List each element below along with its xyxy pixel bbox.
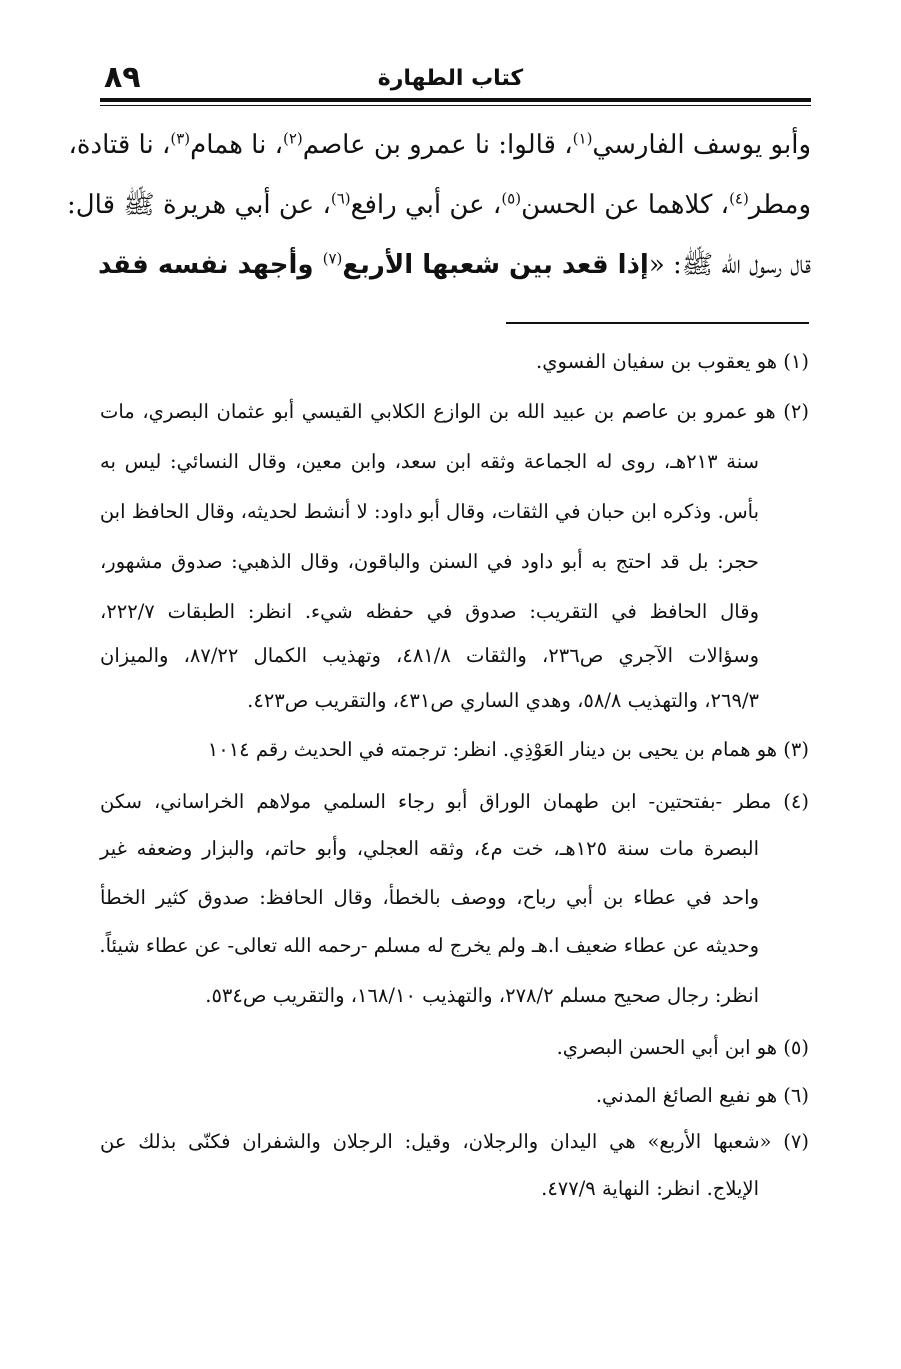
body-text: ، عن أبي رافع (350, 190, 502, 220)
footnote-7-line: (٧) «شعبها الأربع» هي اليدان والرجلان، وقيل: الرجلان والشفران فكنّى بذلك عن (100, 1130, 809, 1153)
footnote-2-line: حجر: بل قد احتج به أبو داود في السنن والباقون، وقال الذهبي: صدوق مشهور، (100, 550, 759, 573)
footnote-ref[interactable]: (٤) (729, 189, 749, 208)
footnote-6: (٦) هو نفيع الصائغ المدني. (595, 1084, 809, 1107)
footnote-4-line: واحد في عطاء بن أبي رباح، ووصف بالخطأ، وقال الحافظ: صدوق كثير الخطأ (100, 886, 759, 909)
footnote-3: (٣) هو همام بن يحيى بن دينار العَوْذِي. انظر: ترجمته في الحديث رقم ١٠١٤ (207, 738, 809, 761)
footnote-2-line: (٢) هو عمرو بن عاصم بن عبيد الله بن الوازع الكلابي القيسي أبو عثمان البصري، مات (100, 400, 809, 423)
footnote-4-line: البصرة مات سنة ١٢٥هـ، خت م٤، وثقه العجلي، وأبو حاتم، والبزار وضعفه غير (100, 837, 759, 860)
footnote-separator (506, 322, 809, 324)
footnote-ref[interactable]: (٦) (330, 189, 351, 208)
footnote-4-line: (٤) مطر -بفتحتين- ابن طهمان الوراق أبو رجاء السلمي مولاهم الخراساني، سكن (100, 790, 809, 813)
header-rule-thick (100, 98, 811, 102)
header-rule-thin (100, 105, 811, 106)
footnote-2-line: وقال الحافظ في التقريب: صدوق في حفظه شيء. انظر: الطبقات ٢٢٢/٧، (100, 600, 759, 623)
body-text: ، نا قتادة، (68, 130, 171, 160)
body-line-1 (68, 129, 811, 160)
body-text: قال رسول الله ﷺ: « (648, 250, 811, 280)
footnote-ref[interactable]: (٧) (322, 249, 343, 268)
footnote-7-line: الإيلاج. انظر: النهاية ٤٧٧/٩. (541, 1177, 759, 1200)
body-text: ومطر (748, 190, 811, 220)
body-text: وأبو يوسف الفارسي (592, 130, 811, 160)
body-text: ، كلاهما عن الحسن (521, 190, 730, 220)
footnote-2-line: سنة ٢١٣هـ، روى له الجماعة وثقه ابن سعد، وابن معين، وقال النسائي: ليس به (100, 450, 759, 473)
footnote-5: (٥) هو ابن أبي الحسن البصري. (556, 1036, 809, 1059)
footnote-1: (١) هو يعقوب بن سفيان الفسوي. (536, 350, 809, 373)
body-text: ، نا همام (190, 130, 283, 160)
footnote-ref[interactable]: (١) (572, 129, 593, 148)
footnote-2-line: وسؤالات الآجري ص٢٣٦، والثقات ٤٨١/٨، وتهذيب الكمال ٨٧/٢٢، والميزان (100, 644, 759, 667)
footnote-4-line: انظر: رجال صحيح مسلم ٢٧٨/٢، والتهذيب ١٦٨/١٠، والتقريب ص٥٣٤. (205, 984, 759, 1007)
body-line-2 (67, 189, 811, 220)
hadith-text-bold: إذا قعد بين شعبها الأربع (342, 250, 649, 280)
footnote-ref[interactable]: (٢) (283, 129, 303, 148)
page-number: ٨٩ (104, 60, 141, 95)
footnote-ref[interactable]: (٣) (170, 129, 191, 148)
hadith-text-bold: وأجهد نفسه فقد (98, 250, 323, 280)
body-text: ، عن أبي هريرة ﷺ قال: (67, 190, 331, 220)
footnote-ref[interactable]: (٥) (501, 189, 522, 208)
footnote-2-line: بأس. وذكره ابن حبان في الثقات، وقال أبو داود: لا أنشط لحديثه، وقال الحافظ ابن (99, 500, 759, 523)
footnote-4-line: وحديثه عن عطاء ضعيف ا.هـ ولم يخرج له مسلم -رحمه الله تعالى- عن عطاء شيئاً. (99, 934, 759, 957)
footnote-2-line: ٢٦٩/٣، والتهذيب ٥٨/٨، وهدي الساري ص٤٣١، والتقريب ص٤٢٣. (247, 689, 759, 712)
body-text: ، قالوا: نا عمرو بن عاصم (302, 130, 573, 160)
body-line-3 (100, 250, 811, 280)
running-header-title: كتاب الطهارة (377, 66, 524, 91)
